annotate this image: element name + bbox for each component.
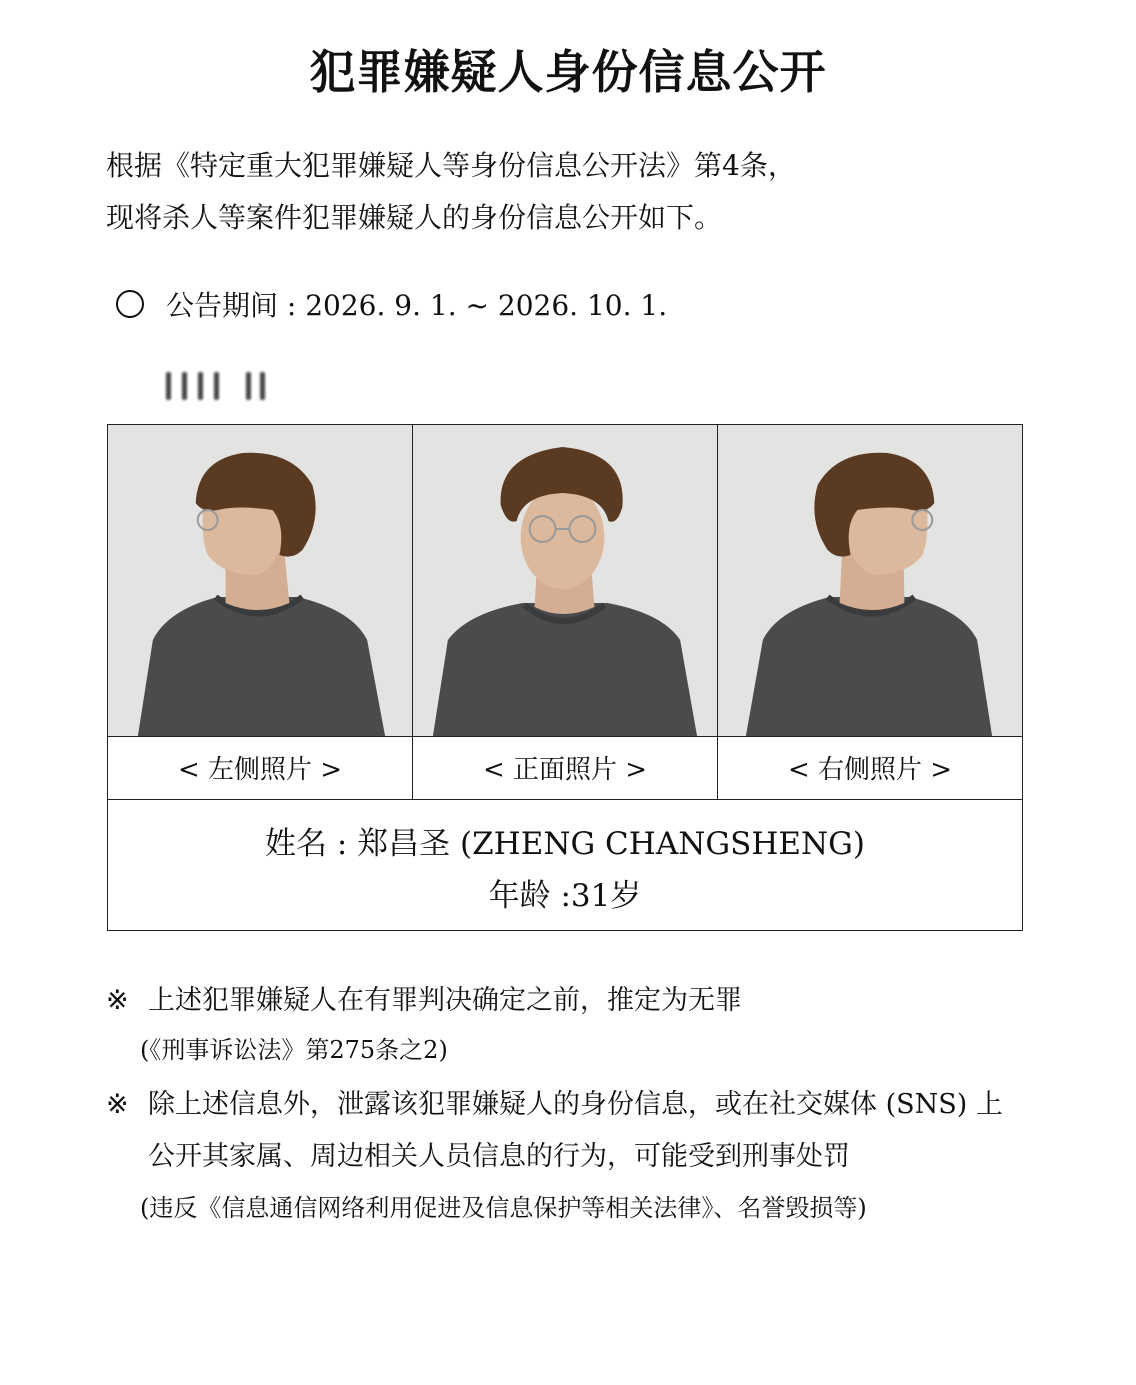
intro-line-1: 根据《特定重大犯罪嫌疑人等身份信息公开法》第4条， xyxy=(106,149,796,182)
photo-row xyxy=(108,425,1022,737)
left-profile-photo xyxy=(108,425,412,736)
note-1-citation: (《刑事诉讼法》第275条之2) xyxy=(140,1036,448,1064)
intro-line-2: 现将杀人等案件犯罪嫌疑人的身份信息公开如下。 xyxy=(106,201,723,234)
left-photo-label: < 左侧照片 > xyxy=(177,755,343,785)
open-circle-icon xyxy=(116,290,144,318)
intro-paragraph xyxy=(106,140,796,244)
front-photo-label: < 正面照片 > xyxy=(412,736,717,799)
suspect-age: 年龄 :31岁 xyxy=(488,878,642,914)
redacted-mark xyxy=(128,368,288,402)
note-1-text: 上述犯罪嫌疑人在有罪判决确定之前，推定为无罪 xyxy=(148,985,742,1016)
front-photo xyxy=(412,425,717,736)
suspect-info-table xyxy=(107,424,1023,931)
right-photo-label: < 右侧照片 > xyxy=(717,736,1022,799)
note-2-line-2: 公开其家属、周边相关人员信息的行为，可能受到刑事处罚 xyxy=(148,1141,850,1172)
notice-period xyxy=(116,284,667,324)
note-disclosure-warning xyxy=(106,1082,1003,1121)
reference-mark-icon: ※ xyxy=(106,1089,129,1120)
note-2-citation: (违反《信息通信网络利用促进及信息保护等相关法律》、名誉毁损等) xyxy=(140,1194,867,1222)
suspect-info-cell xyxy=(108,800,1022,930)
suspect-name: 姓名 : 郑昌圣 (ZHENG CHANGSHENG) xyxy=(265,826,865,862)
photo-label-row xyxy=(108,736,1022,800)
note-2-line-1: 除上述信息外，泄露该犯罪嫌疑人的身份信息，或在社交媒体 (SNS) 上 xyxy=(148,1089,1003,1120)
page-title: 犯罪嫌疑人身份信息公开 xyxy=(309,45,827,99)
note-presumption-of-innocence xyxy=(106,978,742,1017)
reference-mark-icon: ※ xyxy=(106,985,129,1016)
right-profile-photo xyxy=(717,425,1022,736)
notice-period-text: 公告期间 : 2026. 9. 1. ~ 2026. 10. 1. xyxy=(166,289,668,322)
